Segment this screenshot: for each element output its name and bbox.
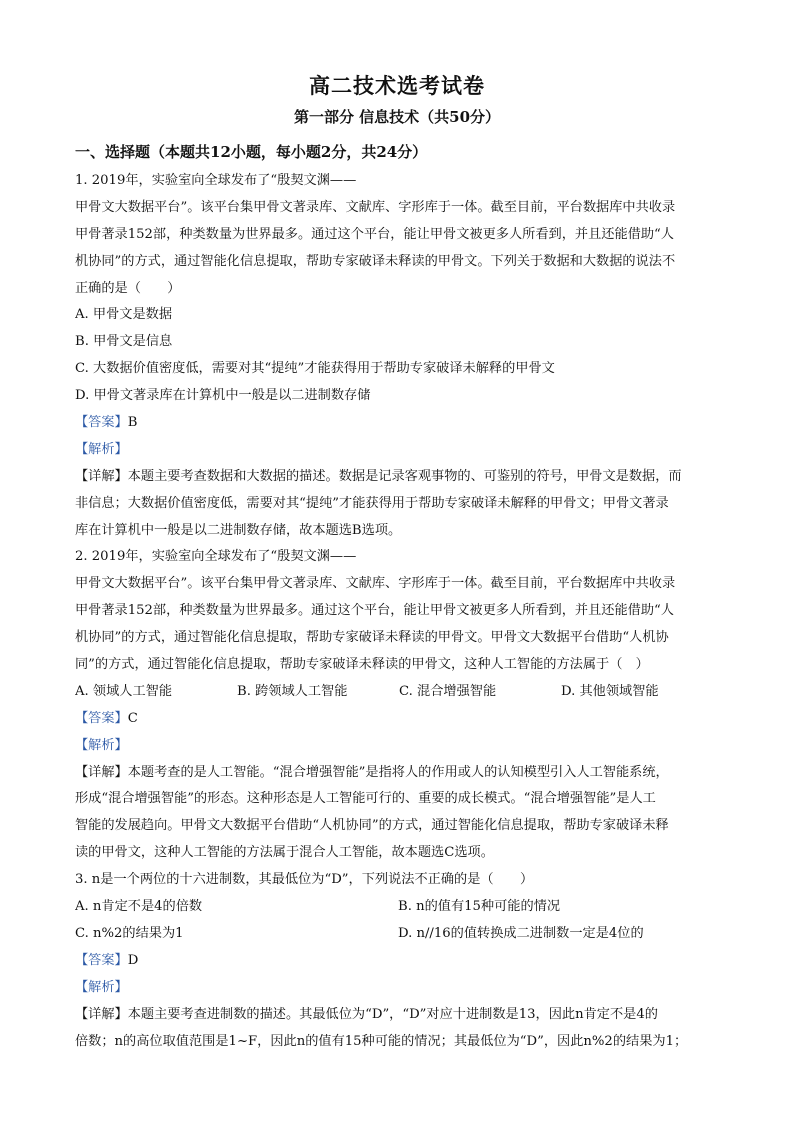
analysis-tag: 【解析】 (75, 737, 128, 753)
question-3-option-b: B. n的值有15种可能的情况 (398, 899, 561, 915)
question-3-option-d: D. n//16的值转换成二进制数一定是4位的 (398, 925, 644, 941)
question-2-option-c: C. 混合增强智能 (399, 683, 497, 699)
question-2-line: 机协同”的方式，通过智能化信息提取，帮助专家破译未释读的甲骨文。甲骨文大数据平台借助“人机协 (75, 630, 669, 646)
answer-value: B (127, 415, 138, 431)
question-2-line: 甲骨著录152部，种类数量为世界最多。通过这个平台，能让甲骨文被更多人所看到，并且还能借助“人 (75, 603, 674, 619)
question-2-analysis (75, 733, 725, 760)
question-1-detail-line: 库在计算机中一般是以二进制数存储，故本题选B选项。 (75, 522, 402, 538)
question-2-line: 2. 2019年，实验室向全球发布了“殷契文渊—— (75, 549, 357, 565)
question-1-detail (75, 464, 725, 491)
detail-text: 本题考查的是人工智能。“混合增强智能”是指将人的作用或人的认知模型引入人工智能系统， (127, 764, 669, 780)
analysis-tag: 【解析】 (75, 441, 128, 457)
question-1-option-a: A. 甲骨文是数据 (75, 307, 173, 323)
question-2-options (75, 679, 725, 706)
question-3-options-row-1 (75, 894, 725, 921)
question-1-answer (75, 410, 725, 437)
question-2-detail-line: 读的甲骨文，这种人工智能的方法属于混合人工智能，故本题选C选项。 (75, 845, 494, 861)
detail-tag: 【详解】 (75, 468, 128, 484)
part-subtitle: 第一部分 信息技术（共50分） (293, 108, 501, 126)
question-2-option-d: D. 其他领域智能 (561, 683, 659, 699)
detail-tag: 【详解】 (75, 1006, 128, 1022)
question-2-option-a: A. 领域人工智能 (75, 683, 173, 699)
detail-text: 本题主要考查进制数的描述。其最低位为“D”，“D”对应十进制数是13，因此n肯定不是4的 (127, 1006, 658, 1022)
question-1-option-d: D. 甲骨文著录库在计算机中一般是以二进制数存储 (75, 388, 371, 404)
question-1-option-c: C. 大数据价值密度低，需要对其“提纯”才能获得用于帮助专家破译未解释的甲骨文 (75, 361, 555, 377)
question-1-option-b: B. 甲骨文是信息 (75, 334, 173, 350)
answer-tag: 【答案】 (75, 415, 128, 431)
question-3-detail (75, 1002, 725, 1029)
question-3-option-c: C. n%2的结果为1 (75, 925, 184, 941)
answer-value: C (127, 710, 138, 726)
question-3-analysis (75, 975, 725, 1002)
section-heading: 一、选择题（本题共12小题，每小题2分，共24分） (75, 143, 428, 161)
detail-tag: 【详解】 (75, 764, 128, 780)
question-1-line: 机协同”的方式，通过智能化信息提取，帮助专家破译未释读的甲骨文。下列关于数据和大数据的说法不 (75, 253, 676, 269)
question-3-option-a: A. n肯定不是4的倍数 (75, 899, 203, 915)
question-1-line: 1. 2019年，实验室向全球发布了“殷契文渊—— (75, 173, 357, 188)
answer-value: D (127, 952, 139, 968)
question-2-detail (75, 760, 725, 787)
question-1-line: 甲骨文大数据平台”。该平台集甲骨文著录库、文献库、字形库于一体。截至目前，平台数据库中共收录 (75, 199, 676, 215)
question-1-analysis (75, 437, 725, 464)
question-3-line: 3. n是一个两位的十六进制数，其最低位为“D”，下列说法不正确的是（ ） (75, 872, 534, 888)
question-2-line: 同”的方式，通过智能化信息提取，帮助专家破译未释读的甲骨文，这种人工智能的方法属于（ ） (75, 657, 649, 673)
question-2-option-b: B. 跨领域人工智能 (237, 683, 348, 699)
question-1-line: 正确的是（ ） (75, 280, 181, 296)
question-1-detail-line: 非信息；大数据价值密度低，需要对其“提纯”才能获得用于帮助专家破译未解释的甲骨文；甲骨文著录 (75, 495, 669, 511)
detail-text: 本题主要考查数据和大数据的描述。数据是记录客观事物的、可鉴别的符号，甲骨文是数据，而 (127, 468, 682, 484)
question-3-detail-line: 倍数；n的高位取值范围是1~F，因此n的值有15种可能的情况；其最低位为“D”，因此n%2的结果为1； (75, 1033, 688, 1049)
question-2-detail-line: 智能的发展趋向。甲骨文大数据平台借助“人机协同”的方式，通过智能化信息提取，帮助专家破译未释 (75, 818, 669, 834)
answer-tag: 【答案】 (75, 710, 128, 726)
question-2-answer (75, 706, 725, 733)
answer-tag: 【答案】 (75, 952, 128, 968)
question-3-answer (75, 948, 725, 975)
question-3-options-row-2 (75, 921, 725, 948)
question-2-line: 甲骨文大数据平台”。该平台集甲骨文著录库、文献库、字形库于一体。截至目前，平台数据库中共收录 (75, 576, 676, 592)
question-1-line: 甲骨著录152部，种类数量为世界最多。通过这个平台，能让甲骨文被更多人所看到，并且还能借助“人 (75, 226, 674, 242)
page-title: 高二技术选考试卷 (309, 73, 485, 98)
analysis-tag: 【解析】 (75, 979, 128, 995)
question-2-detail-line: 形成“混合增强智能”的形态。这种形态是人工智能可行的、重要的成长模式。“混合增强智能”是人工 (75, 791, 656, 807)
question-list (75, 168, 725, 1055)
